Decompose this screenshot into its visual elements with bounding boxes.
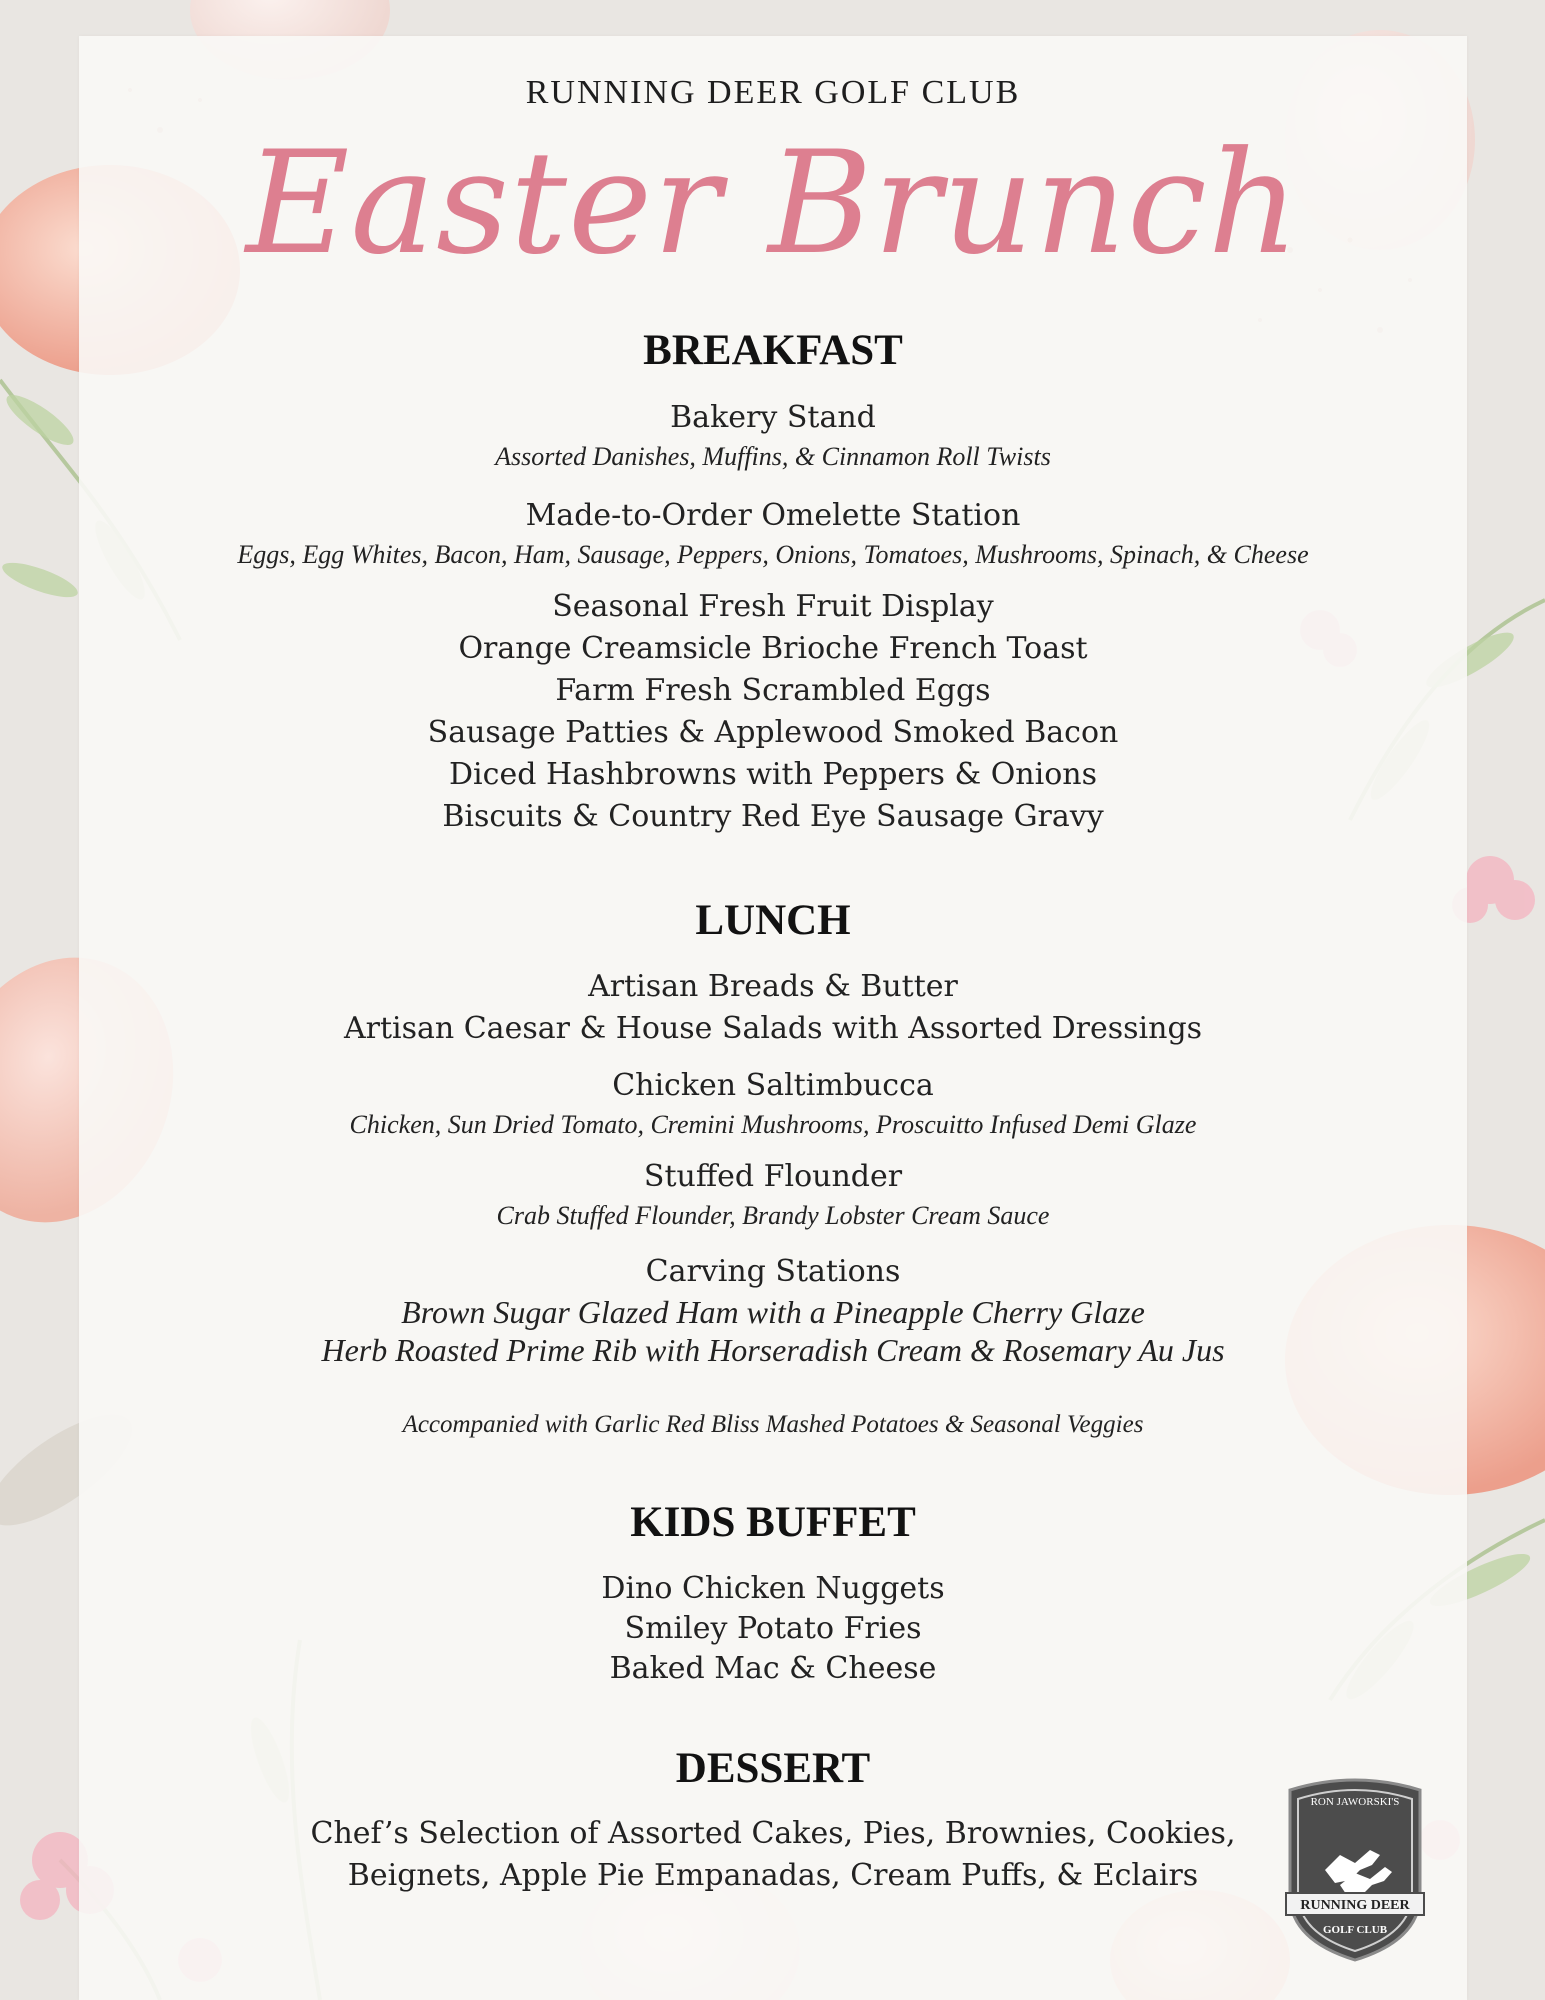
menu-item: Artisan Breads & Butter <box>588 969 958 1004</box>
menu-item: Artisan Caesar & House Salads with Assorted Dressings <box>343 1011 1203 1046</box>
menu-item-description: Crab Stuffed Flounder, Brandy Lobster Cream Sauce <box>496 1201 1050 1230</box>
lunch-heading: LUNCH <box>695 897 851 944</box>
menu-item-name: Carving Stations <box>645 1254 901 1289</box>
svg-text:GOLF CLUB: GOLF CLUB <box>1322 1924 1388 1936</box>
menu-item: Biscuits & Country Red Eye Sausage Gravy <box>442 799 1104 834</box>
menu-item-description: Assorted Danishes, Muffins, & Cinnamon Roll Twists <box>495 442 1051 471</box>
running-deer-logo <box>1280 1775 1430 1965</box>
menu-item-description: Chicken, Sun Dried Tomato, Cremini Mushrooms, Proscuitto Infused Demi Glaze <box>349 1110 1197 1139</box>
carving-item: Brown Sugar Glazed Ham with a Pineapple Cherry Glaze <box>401 1294 1145 1330</box>
page-title: Easter Brunch <box>245 121 1301 286</box>
menu-item: Smiley Potato Fries <box>624 1611 922 1646</box>
menu-item: Orange Creamsicle Brioche French Toast <box>458 631 1088 666</box>
breakfast-heading: BREAKFAST <box>643 327 903 374</box>
menu-item-name: Chicken Saltimbucca <box>612 1068 934 1103</box>
dessert-line: Beignets, Apple Pie Empanadas, Cream Puffs, & Eclairs <box>347 1858 1199 1893</box>
menu-item: Diced Hashbrowns with Peppers & Onions <box>449 757 1097 792</box>
dessert-line: Chef’s Selection of Assorted Cakes, Pies, Brownies, Cookies, <box>310 1816 1236 1851</box>
menu-item: Farm Fresh Scrambled Eggs <box>555 673 991 708</box>
menu-item-name: Made-to-Order Omelette Station <box>525 498 1021 533</box>
menu-item: Seasonal Fresh Fruit Display <box>552 589 994 624</box>
svg-text:RUNNING DEER: RUNNING DEER <box>1300 1898 1410 1913</box>
menu-item: Dino Chicken Nuggets <box>601 1571 945 1606</box>
menu-item: Baked Mac & Cheese <box>609 1651 937 1686</box>
carving-item: Herb Roasted Prime Rib with Horseradish Cream & Rosemary Au Jus <box>321 1332 1225 1368</box>
dessert-heading: DESSERT <box>675 1745 871 1792</box>
club-name: RUNNING DEER GOLF CLUB <box>525 74 1021 111</box>
menu-item: Sausage Patties & Applewood Smoked Bacon <box>427 715 1119 750</box>
svg-text:RON JAWORSKI'S: RON JAWORSKI'S <box>1310 1796 1400 1808</box>
menu-item-name: Stuffed Flounder <box>643 1159 903 1194</box>
menu-item-name: Bakery Stand <box>670 400 876 435</box>
menu-item-description: Eggs, Egg Whites, Bacon, Ham, Sausage, Peppers, Onions, Tomatoes, Mushrooms, Spinach, & Cheese <box>237 540 1309 569</box>
kids-buffet-heading: KIDS BUFFET <box>630 1499 916 1546</box>
accompaniment-note: Accompanied with Garlic Red Bliss Mashed Potatoes & Seasonal Veggies <box>402 1411 1144 1438</box>
